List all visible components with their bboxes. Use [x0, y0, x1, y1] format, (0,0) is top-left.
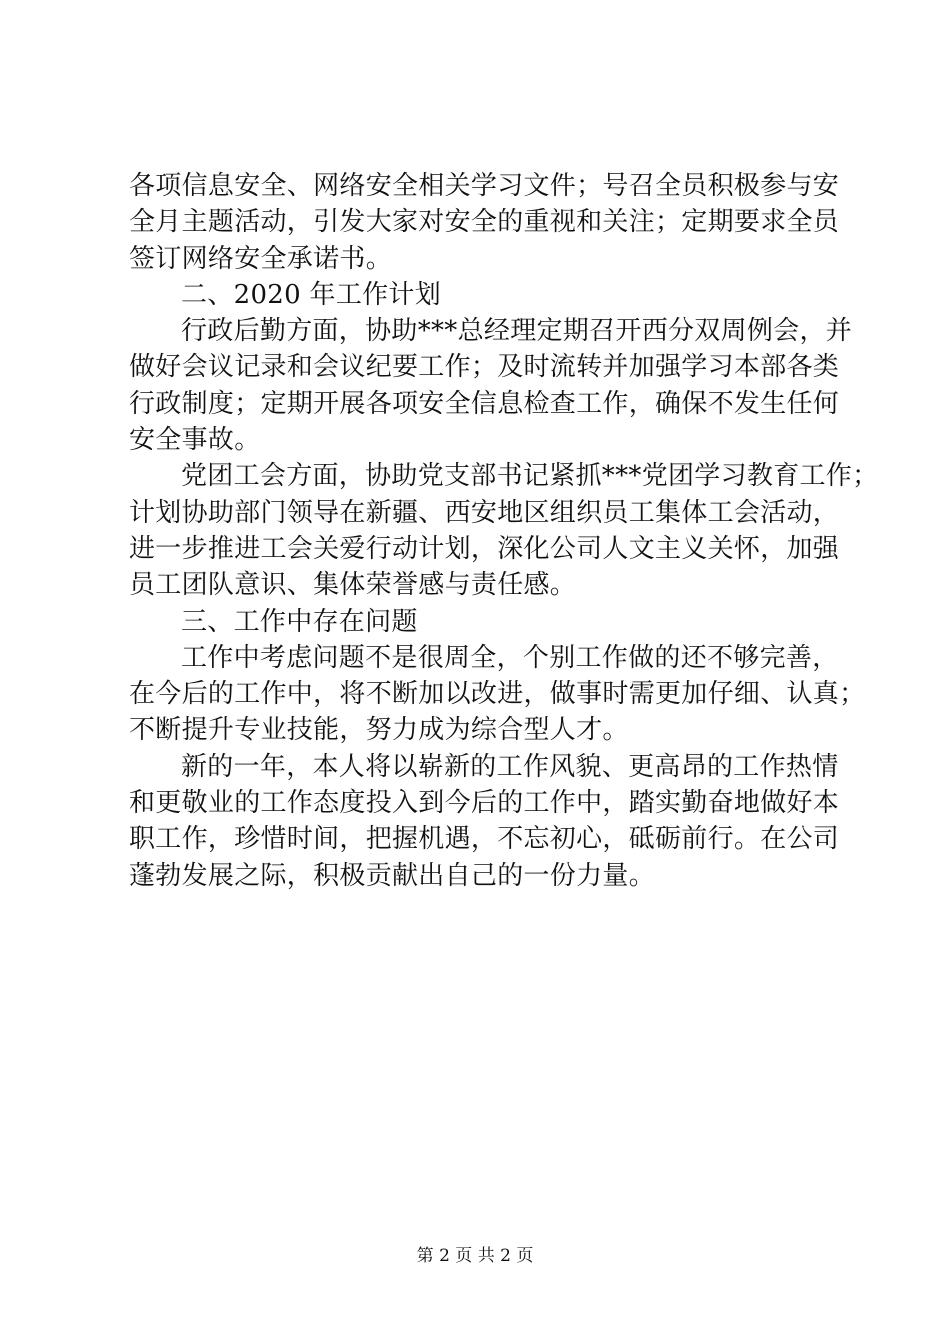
text-line: 安全事故。: [129, 425, 261, 456]
text-line: 计划协助部门领导在新疆、西安地区组织员工集体工会活动，: [129, 497, 840, 528]
document-body: [129, 168, 879, 894]
text-line: 行政制度；定期开展各项安全信息检查工作，确保不发生任何: [129, 388, 840, 419]
text-line: 在今后的工作中，将不断加以改进，做事时需更加仔细、认真；: [129, 679, 866, 710]
text-line: 新的一年，本人将以崭新的工作风貌、更高昂的工作热情: [181, 751, 839, 782]
section-heading-plan: 二、2020 年工作计划: [181, 279, 442, 310]
text-line: 进一步推进工会关爱行动计划，深化公司人文主义关怀，加强: [129, 533, 840, 564]
page-number-indicator: 第 2 页 共 2 页: [416, 1246, 534, 1266]
text-line: 做好会议记录和会议纪要工作；及时流转并加强学习本部各类: [129, 352, 840, 383]
text-line: 职工作，珍惜时间，把握机遇，不忘初心，砥砺前行。在公司: [129, 824, 840, 855]
text-line: 行政后勤方面，协助***总经理定期召开西分双周例会，并: [181, 316, 853, 347]
text-line: 蓬勃发展之际，积极贡献出自己的一份力量。: [129, 860, 656, 891]
text-line: 各项信息安全、网络安全相关学习文件；号召全员积极参与安: [129, 171, 840, 201]
text-line: 员工团队意识、集体荣誉感与责任感。: [129, 570, 577, 601]
text-line: 签订网络安全承诺书。: [129, 243, 393, 274]
section-heading-problems: 三、工作中存在问题: [181, 606, 418, 637]
text-line: 不断提升专业技能，努力成为综合型人才。: [129, 715, 629, 746]
text-line: 党团工会方面，协助党支部书记紧抓***党团学习教育工作；: [181, 461, 879, 492]
text-line: 和更敬业的工作态度投入到今后的工作中，踏实勤奋地做好本: [129, 788, 840, 819]
text-line: 全月主题活动，引发大家对安全的重视和关注；定期要求全员: [129, 207, 840, 238]
page-footer: [0, 1245, 950, 1267]
text-line: 工作中考虑问题不是很周全，个别工作做的还不够完善，: [181, 642, 839, 673]
